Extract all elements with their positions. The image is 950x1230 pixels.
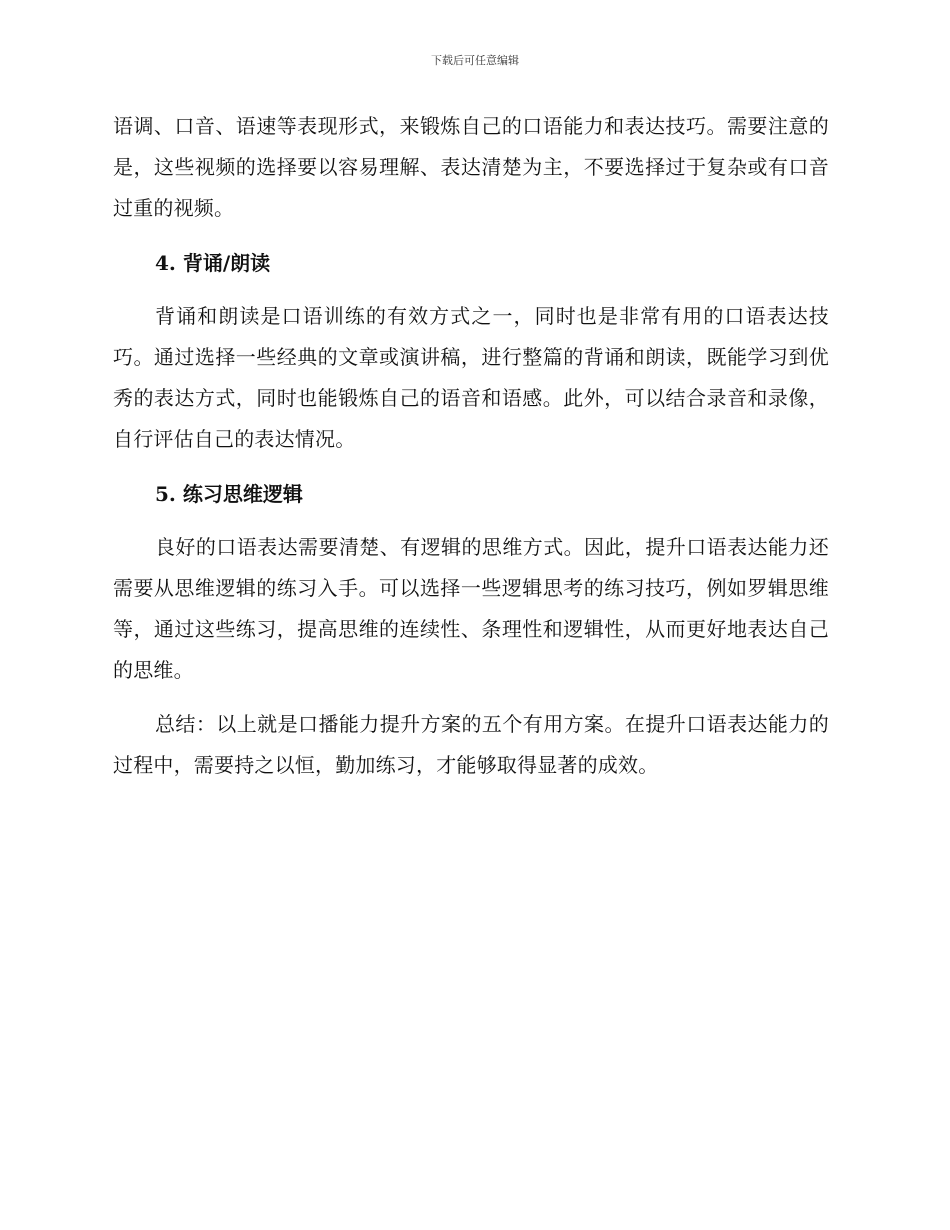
paragraph-recite: 背诵和朗读是口语训练的有效方式之一，同时也是非常有用的口语表达技巧。通过选择一些经典的文章或演讲稿，进行整篇的背诵和朗读，既能学习到优秀的表达方式，同时也能锻炼自己的语音和语感。此外，可以结合录音和录像，自行评估自己的表达情况。 — [113, 304, 829, 451]
page-header: 下载后可任意编辑 — [431, 54, 519, 67]
section-heading-recite: 4. 背诵/朗读 — [155, 251, 271, 275]
paragraph-continuation: 语调、口音、语速等表现形式，来锻炼自己的口语能力和表达技巧。需要注意的是，这些视频的选择要以容易理解、表达清楚为主，不要选择过于复杂或有口音过重的视频。 — [113, 114, 829, 220]
paragraph-summary: 总结：以上就是口播能力提升方案的五个有用方案。在提升口语表达能力的过程中，需要持之以恒，勤加练习，才能够取得显著的成效。 — [113, 712, 829, 777]
paragraph-logic: 良好的口语表达需要清楚、有逻辑的思维方式。因此，提升口语表达能力还需要从思维逻辑的练习入手。可以选择一些逻辑思考的练习技巧，例如罗辑思维等，通过这些练习，提高思维的连续性、条理性和逻辑性，从而更好地表达自己的思维。 — [113, 535, 829, 682]
document-body — [113, 106, 829, 786]
section-heading-logic: 5. 练习思维逻辑 — [155, 482, 303, 506]
